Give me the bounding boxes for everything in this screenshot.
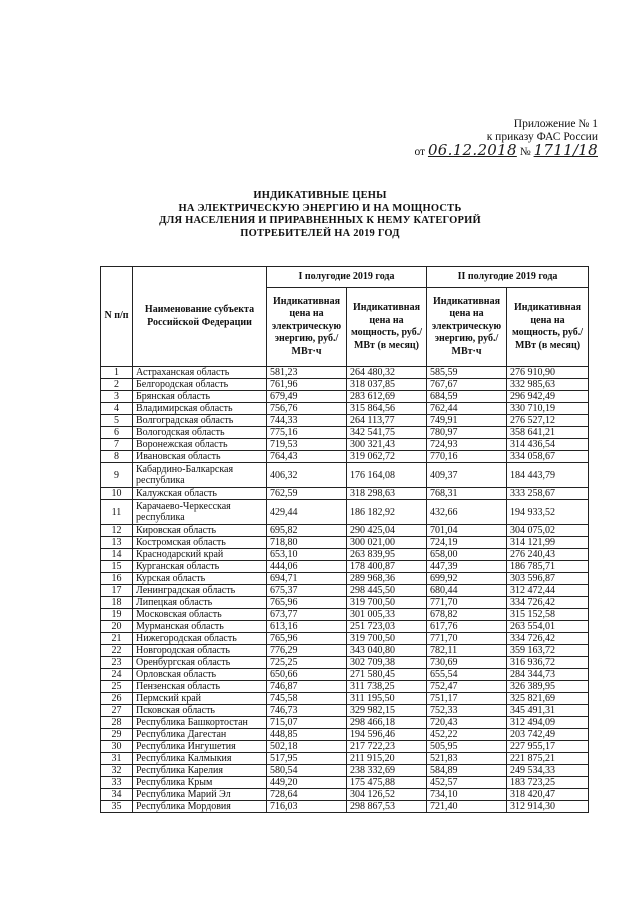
row-energy-2: 505,95	[427, 741, 507, 753]
row-number: 2	[101, 379, 133, 391]
row-number: 26	[101, 693, 133, 705]
row-region: Республика Карелия	[133, 765, 267, 777]
row-power-1: 217 722,23	[347, 741, 427, 753]
row-power-2: 332 985,63	[507, 379, 589, 391]
row-energy-1: 675,37	[267, 585, 347, 597]
row-energy-1: 673,77	[267, 609, 347, 621]
table-row	[101, 717, 589, 729]
row-energy-2: 617,76	[427, 621, 507, 633]
row-region: Мурманская область	[133, 621, 267, 633]
row-power-2: 358 641,21	[507, 427, 589, 439]
row-energy-2: 585,59	[427, 367, 507, 379]
row-region: Белгородская область	[133, 379, 267, 391]
row-power-2: 184 443,79	[507, 463, 589, 488]
row-energy-2: 752,47	[427, 681, 507, 693]
row-power-1: 311 738,25	[347, 681, 427, 693]
row-region: Калужская область	[133, 488, 267, 500]
row-power-2: 334 058,67	[507, 451, 589, 463]
row-energy-1: 762,59	[267, 488, 347, 500]
row-number: 23	[101, 657, 133, 669]
row-power-2: 312 472,44	[507, 585, 589, 597]
table-row	[101, 621, 589, 633]
table-row	[101, 681, 589, 693]
row-region: Вологодская область	[133, 427, 267, 439]
row-energy-2: 771,70	[427, 633, 507, 645]
row-energy-1: 502,18	[267, 741, 347, 753]
row-number: 12	[101, 525, 133, 537]
row-region: Карачаево-Черкесская республика	[133, 500, 267, 525]
row-number: 11	[101, 500, 133, 525]
document-title	[100, 190, 540, 240]
row-number: 25	[101, 681, 133, 693]
row-power-1: 251 723,03	[347, 621, 427, 633]
row-energy-1: 653,10	[267, 549, 347, 561]
row-energy-2: 734,10	[427, 789, 507, 801]
row-energy-1: 719,53	[267, 439, 347, 451]
row-energy-2: 771,70	[427, 597, 507, 609]
row-energy-2: 767,67	[427, 379, 507, 391]
table-row	[101, 753, 589, 765]
title-line-1: ИНДИКАТИВНЫЕ ЦЕНЫ	[253, 190, 387, 201]
row-power-2: 303 596,87	[507, 573, 589, 585]
table-row	[101, 693, 589, 705]
row-power-1: 186 182,92	[347, 500, 427, 525]
row-power-1: 318 298,63	[347, 488, 427, 500]
row-energy-2: 751,17	[427, 693, 507, 705]
row-number: 35	[101, 801, 133, 813]
row-energy-2: 658,00	[427, 549, 507, 561]
row-energy-1: 650,66	[267, 669, 347, 681]
row-power-1: 302 709,38	[347, 657, 427, 669]
row-energy-1: 581,23	[267, 367, 347, 379]
row-region: Орловская область	[133, 669, 267, 681]
row-power-2: 325 821,69	[507, 693, 589, 705]
row-power-1: 283 612,69	[347, 391, 427, 403]
row-number: 6	[101, 427, 133, 439]
row-energy-2: 749,91	[427, 415, 507, 427]
row-power-2: 194 933,52	[507, 500, 589, 525]
row-energy-1: 448,85	[267, 729, 347, 741]
row-power-2: 276 240,43	[507, 549, 589, 561]
row-region: Республика Башкортостан	[133, 717, 267, 729]
table-row	[101, 525, 589, 537]
row-energy-2: 678,82	[427, 609, 507, 621]
row-energy-2: 724,93	[427, 439, 507, 451]
row-power-1: 298 466,18	[347, 717, 427, 729]
row-power-2: 304 075,02	[507, 525, 589, 537]
row-number: 7	[101, 439, 133, 451]
row-power-1: 175 475,88	[347, 777, 427, 789]
row-power-1: 289 968,36	[347, 573, 427, 585]
header-num: N п/п	[101, 267, 133, 367]
row-power-2: 330 710,19	[507, 403, 589, 415]
row-energy-1: 517,95	[267, 753, 347, 765]
row-number: 24	[101, 669, 133, 681]
row-power-2: 263 554,01	[507, 621, 589, 633]
row-power-1: 300 021,00	[347, 537, 427, 549]
row-number: 8	[101, 451, 133, 463]
row-energy-2: 680,44	[427, 585, 507, 597]
row-region: Ленинградская область	[133, 585, 267, 597]
row-energy-2: 762,44	[427, 403, 507, 415]
table-row	[101, 439, 589, 451]
table-row	[101, 765, 589, 777]
header-power-1: Индикативная цена на мощность, руб./МВт (в месяц)	[347, 288, 427, 367]
row-power-2: 312 914,30	[507, 801, 589, 813]
row-energy-1: 694,71	[267, 573, 347, 585]
appendix-order-ref: к приказу ФАС России	[486, 131, 598, 143]
row-region: Новгородская область	[133, 645, 267, 657]
header-periods-row	[101, 267, 589, 288]
row-energy-1: 744,33	[267, 415, 347, 427]
row-number: 1	[101, 367, 133, 379]
row-number: 13	[101, 537, 133, 549]
row-number: 14	[101, 549, 133, 561]
row-energy-1: 444,06	[267, 561, 347, 573]
row-power-1: 300 321,43	[347, 439, 427, 451]
row-power-1: 178 400,87	[347, 561, 427, 573]
row-number: 29	[101, 729, 133, 741]
row-energy-1: 764,43	[267, 451, 347, 463]
row-energy-2: 699,92	[427, 573, 507, 585]
row-region: Республика Марий Эл	[133, 789, 267, 801]
row-power-2: 249 534,33	[507, 765, 589, 777]
row-region: Кировская область	[133, 525, 267, 537]
row-power-1: 298 445,50	[347, 585, 427, 597]
row-power-1: 238 332,69	[347, 765, 427, 777]
title-line-3: ДЛЯ НАСЕЛЕНИЯ И ПРИРАВНЕННЫХ К НЕМУ КАТЕГОРИЙ	[159, 215, 481, 227]
row-region: Республика Дагестан	[133, 729, 267, 741]
row-energy-1: 756,76	[267, 403, 347, 415]
row-energy-2: 768,31	[427, 488, 507, 500]
row-region: Республика Крым	[133, 777, 267, 789]
row-energy-1: 775,16	[267, 427, 347, 439]
table-row	[101, 488, 589, 500]
row-power-2: 326 389,95	[507, 681, 589, 693]
row-power-2: 314 121,99	[507, 537, 589, 549]
row-energy-1: 580,54	[267, 765, 347, 777]
table-row	[101, 777, 589, 789]
row-power-2: 345 491,31	[507, 705, 589, 717]
table-row	[101, 561, 589, 573]
row-power-2: 333 258,67	[507, 488, 589, 500]
row-power-1: 342 541,75	[347, 427, 427, 439]
row-energy-2: 452,22	[427, 729, 507, 741]
row-number: 22	[101, 645, 133, 657]
row-region: Костромская область	[133, 537, 267, 549]
table-row	[101, 645, 589, 657]
row-energy-2: 684,59	[427, 391, 507, 403]
row-power-2: 359 163,72	[507, 645, 589, 657]
row-number: 21	[101, 633, 133, 645]
table-row	[101, 427, 589, 439]
row-energy-2: 701,04	[427, 525, 507, 537]
row-region: Липецкая область	[133, 597, 267, 609]
row-number: 30	[101, 741, 133, 753]
table-row	[101, 789, 589, 801]
header-region: Наименование субъекта Российской Федерации	[133, 267, 267, 367]
row-energy-1: 745,58	[267, 693, 347, 705]
prices-table	[100, 266, 589, 813]
row-power-1: 343 040,80	[347, 645, 427, 657]
row-number: 27	[101, 705, 133, 717]
row-power-1: 319 700,50	[347, 633, 427, 645]
row-power-1: 318 037,85	[347, 379, 427, 391]
row-energy-2: 721,40	[427, 801, 507, 813]
header-period-2: II полугодие 2019 года	[427, 267, 589, 288]
row-power-1: 315 864,56	[347, 403, 427, 415]
row-power-2: 276 910,90	[507, 367, 589, 379]
row-power-1: 271 580,45	[347, 669, 427, 681]
row-number: 34	[101, 789, 133, 801]
order-date: 06.12.2018	[427, 141, 517, 159]
appendix-date-line	[378, 141, 598, 159]
row-power-1: 304 126,52	[347, 789, 427, 801]
row-region: Курская область	[133, 573, 267, 585]
row-number: 32	[101, 765, 133, 777]
table-row	[101, 415, 589, 427]
table-row	[101, 573, 589, 585]
row-power-1: 311 195,50	[347, 693, 427, 705]
row-region: Пензенская область	[133, 681, 267, 693]
date-prefix: от	[414, 146, 426, 158]
row-energy-1: 761,96	[267, 379, 347, 391]
table-row	[101, 379, 589, 391]
row-energy-1: 746,87	[267, 681, 347, 693]
row-number: 16	[101, 573, 133, 585]
table-row	[101, 741, 589, 753]
table-row	[101, 597, 589, 609]
table-row	[101, 500, 589, 525]
header-energy-2: Индикативная цена на электрическую энергию, руб./МВт·ч	[427, 288, 507, 367]
row-energy-1: 728,64	[267, 789, 347, 801]
row-region: Ивановская область	[133, 451, 267, 463]
row-energy-1: 449,20	[267, 777, 347, 789]
row-region: Пермский край	[133, 693, 267, 705]
table-row	[101, 463, 589, 488]
row-power-2: 316 936,72	[507, 657, 589, 669]
row-power-2: 203 742,49	[507, 729, 589, 741]
table-row	[101, 367, 589, 379]
table-row	[101, 669, 589, 681]
table-row	[101, 451, 589, 463]
row-number: 31	[101, 753, 133, 765]
row-power-1: 298 867,53	[347, 801, 427, 813]
row-energy-1: 429,44	[267, 500, 347, 525]
row-power-1: 301 005,33	[347, 609, 427, 621]
row-energy-1: 695,82	[267, 525, 347, 537]
row-power-2: 186 785,71	[507, 561, 589, 573]
row-energy-2: 447,39	[427, 561, 507, 573]
table-row	[101, 801, 589, 813]
row-region: Курганская область	[133, 561, 267, 573]
row-region: Астраханская область	[133, 367, 267, 379]
row-power-2: 276 527,12	[507, 415, 589, 427]
row-energy-2: 452,57	[427, 777, 507, 789]
row-number: 15	[101, 561, 133, 573]
row-power-2: 284 344,73	[507, 669, 589, 681]
table-row	[101, 549, 589, 561]
row-number: 10	[101, 488, 133, 500]
table-row	[101, 609, 589, 621]
number-prefix: №	[519, 146, 531, 158]
row-energy-2: 770,16	[427, 451, 507, 463]
row-region: Владимирская область	[133, 403, 267, 415]
row-energy-2: 409,37	[427, 463, 507, 488]
row-power-1: 211 915,20	[347, 753, 427, 765]
table-row	[101, 633, 589, 645]
row-energy-1: 765,96	[267, 633, 347, 645]
row-energy-1: 746,73	[267, 705, 347, 717]
table-body	[101, 367, 589, 813]
row-region: Воронежская область	[133, 439, 267, 451]
row-power-1: 329 982,15	[347, 705, 427, 717]
title-line-2: НА ЭЛЕКТРИЧЕСКУЮ ЭНЕРГИЮ И НА МОЩНОСТЬ	[178, 202, 462, 214]
row-power-1: 176 164,08	[347, 463, 427, 488]
row-energy-2: 782,11	[427, 645, 507, 657]
row-power-2: 334 726,42	[507, 633, 589, 645]
row-region: Московская область	[133, 609, 267, 621]
header-period-1: I полугодие 2019 года	[267, 267, 427, 288]
row-energy-2: 432,66	[427, 500, 507, 525]
row-power-2: 227 955,17	[507, 741, 589, 753]
row-energy-1: 776,29	[267, 645, 347, 657]
row-power-1: 263 839,95	[347, 549, 427, 561]
header-power-2: Индикативная цена на мощность, руб./МВт (в месяц)	[507, 288, 589, 367]
row-region: Оренбургская область	[133, 657, 267, 669]
row-energy-2: 655,54	[427, 669, 507, 681]
table-row	[101, 705, 589, 717]
table-row	[101, 657, 589, 669]
row-power-1: 319 062,72	[347, 451, 427, 463]
row-power-1: 264 480,32	[347, 367, 427, 379]
row-energy-2: 752,33	[427, 705, 507, 717]
table-row	[101, 585, 589, 597]
row-energy-2: 730,69	[427, 657, 507, 669]
row-power-2: 318 420,47	[507, 789, 589, 801]
row-power-1: 319 700,50	[347, 597, 427, 609]
row-region: Республика Мордовия	[133, 801, 267, 813]
row-energy-1: 406,32	[267, 463, 347, 488]
row-energy-2: 720,43	[427, 717, 507, 729]
row-power-1: 290 425,04	[347, 525, 427, 537]
row-number: 4	[101, 403, 133, 415]
row-number: 3	[101, 391, 133, 403]
row-energy-2: 521,83	[427, 753, 507, 765]
row-number: 5	[101, 415, 133, 427]
title-line-4: ПОТРЕБИТЕЛЕЙ НА 2019 ГОД	[240, 227, 400, 239]
row-number: 28	[101, 717, 133, 729]
row-energy-2: 780,97	[427, 427, 507, 439]
order-number: 1711/18	[533, 141, 598, 159]
row-power-1: 264 113,77	[347, 415, 427, 427]
row-number: 18	[101, 597, 133, 609]
table-row	[101, 403, 589, 415]
row-region: Волгоградская область	[133, 415, 267, 427]
row-energy-2: 724,19	[427, 537, 507, 549]
table-row	[101, 729, 589, 741]
row-power-2: 221 875,21	[507, 753, 589, 765]
row-number: 20	[101, 621, 133, 633]
row-power-2: 334 726,42	[507, 597, 589, 609]
row-region: Нижегородская область	[133, 633, 267, 645]
row-region: Кабардино-Балкарская республика	[133, 463, 267, 488]
row-energy-1: 716,03	[267, 801, 347, 813]
appendix-header	[378, 118, 598, 159]
row-region: Республика Ингушетия	[133, 741, 267, 753]
row-region: Брянская область	[133, 391, 267, 403]
row-energy-1: 725,25	[267, 657, 347, 669]
row-power-2: 296 942,49	[507, 391, 589, 403]
row-number: 19	[101, 609, 133, 621]
row-energy-1: 679,49	[267, 391, 347, 403]
row-number: 9	[101, 463, 133, 488]
row-power-2: 314 436,54	[507, 439, 589, 451]
row-number: 17	[101, 585, 133, 597]
appendix-title: Приложение № 1	[513, 118, 598, 130]
row-energy-1: 765,96	[267, 597, 347, 609]
row-power-2: 315 152,58	[507, 609, 589, 621]
table-row	[101, 537, 589, 549]
row-power-2: 312 494,09	[507, 717, 589, 729]
row-number: 33	[101, 777, 133, 789]
row-energy-1: 715,07	[267, 717, 347, 729]
table-row	[101, 391, 589, 403]
row-energy-1: 718,80	[267, 537, 347, 549]
header-energy-1: Индикативная цена на электрическую энергию, руб./МВт·ч	[267, 288, 347, 367]
row-power-2: 183 723,25	[507, 777, 589, 789]
row-region: Республика Калмыкия	[133, 753, 267, 765]
row-energy-2: 584,89	[427, 765, 507, 777]
row-energy-1: 613,16	[267, 621, 347, 633]
row-power-1: 194 596,46	[347, 729, 427, 741]
row-region: Псковская область	[133, 705, 267, 717]
row-region: Краснодарский край	[133, 549, 267, 561]
